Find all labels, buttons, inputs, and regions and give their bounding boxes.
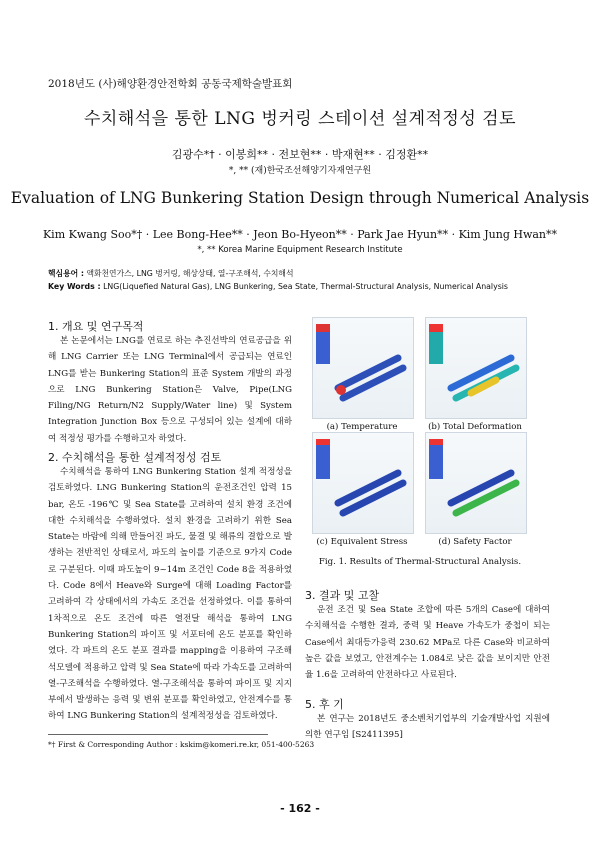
conference-header: 2018년도 (사)해양환경안전학회 공동국제학술발표회 (48, 78, 293, 90)
section-5-text: 본 연구는 2018년도 중소벤처기업부의 기술개발사업 지원에 의한 연구임 [S2411395] (305, 714, 550, 741)
authors-korean: 김광수*† · 이봉희** · 전보현** · 박재현** · 김정환** (171, 148, 429, 161)
affiliation-english: *, ** Korea Marine Equipment Research Institute (197, 245, 403, 255)
page-number: - 162 - (280, 802, 320, 815)
title-english: Evaluation of LNG Bunkering Station Design through Numerical Analysis (10, 189, 590, 207)
keywords-block (48, 267, 568, 293)
figure-caption: Fig. 1. Results of Thermal-Structural Analysis. (318, 557, 522, 567)
keywords-en-label: Key Words : (48, 282, 101, 291)
keywords-en: LNG(Liquefied Natural Gas), LNG Bunkering, Sea State, Thermal-Structural Analysis, Numerical Analysis (103, 282, 508, 291)
figure-label-c: (c) Equivalent Stress (316, 537, 408, 547)
footnote-divider (48, 734, 268, 735)
section-1-text: 본 논문에서는 LNG를 연료로 하는 추진선박의 연료공급을 위해 LNG Carrier 또는 LNG Terminal에서 공급되는 연료인 LNG를 받는 Bunkering Station의 표준 System 개발의 과정으로 LNG Bunkering Station은 Valve, Pipe(LNG Filing/NG Return/N2 Supply/Water line) 및 System Integration Junction Box 등으로 구성되어 있는 설계에 대하여 적정성 평가를 수행하고자 하였다. (48, 336, 292, 444)
figure-temperature-image (312, 317, 414, 419)
authors-english: Kim Kwang Soo*† · Lee Bong-Hee** · Jeon Bo-Hyeon** · Park Jae Hyun** · Kim Jung Hwan** (42, 228, 558, 241)
section-2-text: 수치해석을 통하여 LNG Bunkering Station 설계 적정성을 검토하였다. LNG Bunkering Station의 운전조건인 압력 15 bar, 온도 -196℃ 및 Sea State를 고려하여 설치 환경 조건에 대한 수치해석을 수행하였다. 설치 환경을 고려하기 위한 Sea State는 바람에 의해 만들어진 파도, 물결 및 해류의 결합으로 발생하는 전반적인 상태로서, 파도의 높이를 기준으로 9가지 Code로 구분된다. 이때 파도높이 9~14m 조건인 Code 8을 적용하였다. Code 8에서 Heave와 Surge에 대해 Loading Factor를 고려하여 각 상태에서의 가속도 조건을 선정하였다. 이를 통하여 1차적으로 온도 조건에 따른 열전달 해석을 통하여 LNG Bunkering Station의 파이프 및 서포터에 온도 분포를 확인하였다. 각 파트의 온도 분포 결과를 mapping을 이용하여 구조해석모델에 적용하고 압력 및 Sea State에 따라 가속도를 고려하여 열-구조해석을 수행하였다. 열-구조해석을 통하여 파이프 및 지지부에서 발생하는 응력 및 변위 분포를 확인하였고, 안전계수를 통하여 LNG Bunkering Station의 설계적정성을 검토하였다. (48, 467, 292, 722)
section-5-body (305, 711, 550, 744)
affiliation-korean: *, ** (재)한국조선해양기자재연구원 (228, 166, 372, 176)
title-korean: 수치해석을 통한 LNG 벙커링 스테이션 설계적정성 검토 (83, 109, 517, 129)
footnote: *† First & Corresponding Author : kskim@komeri.re.kr, 051-400-5263 (48, 740, 315, 749)
figure-deformation-image (425, 317, 527, 419)
figure-label-b: (b) Total Deformation (428, 422, 522, 432)
figure-label-d: (d) Safety Factor (438, 537, 512, 547)
section-5-title: 5. 후 기 (305, 698, 344, 711)
section-3-title: 3. 결과 및 고찰 (305, 589, 380, 602)
keywords-ko-label: 핵심용어 : (48, 269, 84, 278)
section-3-body (305, 602, 550, 683)
section-3-text: 운전 조건 및 Sea State 조합에 따른 5개의 Case에 대하여 수치해석을 수행한 결과, 중력 및 Heave 가속도가 중첩이 되는 Case에서 최대등가응력 230.62 MPa로 다른 Case와 비교하여 높은 값을 보였고, 안전계수는 1.084로 낮은 값을 보이지만 안전율 1.6을 고려하여 안전하다고 사료된다. (305, 605, 550, 681)
figure-label-a: (a) Temperature (326, 422, 398, 432)
figure-safety-factor-image (425, 432, 527, 534)
section-1-body (48, 333, 292, 447)
section-2-title: 2. 수치해석을 통한 설계적정성 검토 (48, 451, 222, 464)
keywords-ko: 액화천연가스, LNG 벙커링, 해상상태, 열-구조해석, 수치해석 (86, 269, 294, 278)
section-2-body (48, 464, 292, 725)
figure-stress-image (312, 432, 414, 534)
section-1-title: 1. 개요 및 연구목적 (48, 320, 144, 333)
